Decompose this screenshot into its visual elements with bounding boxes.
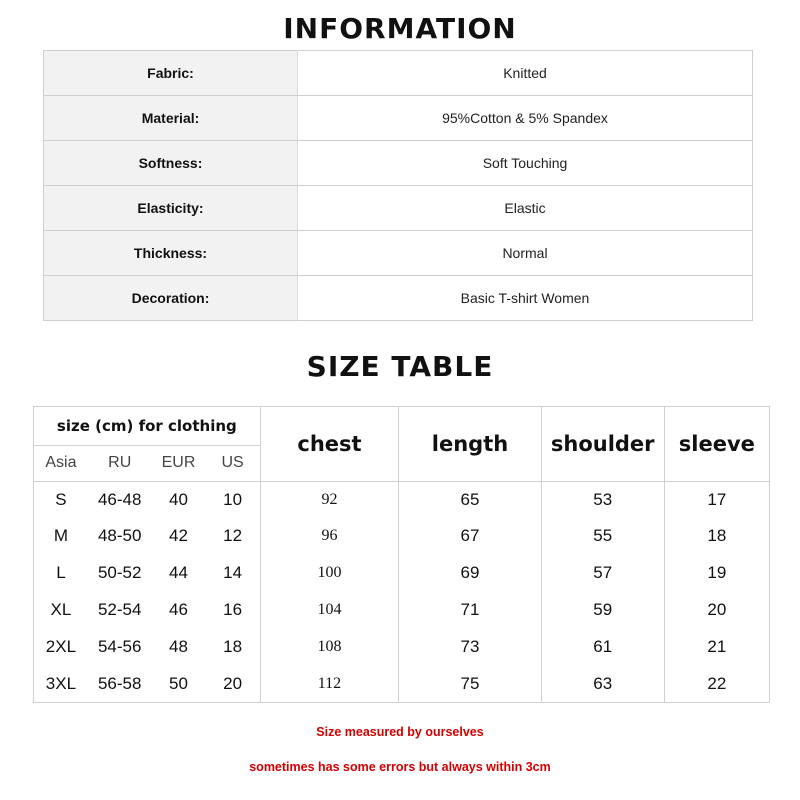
info-label: Thickness:	[44, 231, 298, 276]
header-us: US	[205, 445, 260, 481]
size-table	[33, 406, 770, 703]
size-us: 12	[223, 526, 243, 546]
size-sleeve: 17	[664, 481, 769, 518]
size-shoulder: 61	[541, 628, 664, 665]
information-table	[43, 50, 753, 321]
size-row	[34, 665, 769, 702]
size-shoulder: 63	[541, 665, 664, 702]
size-us: 18	[223, 636, 243, 656]
info-row	[44, 141, 753, 186]
size-eur: 46	[169, 599, 188, 619]
info-value: Soft Touching	[298, 141, 753, 186]
size-row	[34, 555, 769, 592]
size-shoulder: 53	[541, 481, 664, 518]
size-eur: 40	[169, 489, 188, 509]
header-eur: EUR	[152, 445, 206, 481]
info-label: Softness:	[44, 141, 298, 186]
info-row	[44, 51, 753, 96]
info-value: Elastic	[298, 186, 753, 231]
size-shoulder: 55	[541, 518, 664, 555]
size-sleeve: 21	[664, 628, 769, 665]
size-length: 73	[399, 628, 542, 665]
size-ru: 48-50	[97, 526, 142, 546]
size-sleeve: 22	[664, 665, 769, 702]
header-length: length	[399, 407, 542, 481]
size-chest: 104	[260, 591, 399, 628]
size-chest: 100	[260, 555, 399, 592]
header-asia: Asia	[34, 445, 88, 481]
size-asia: 3XL	[45, 673, 77, 693]
info-value: 95%Cotton & 5% Spandex	[298, 96, 753, 141]
information-title: INFORMATION	[283, 12, 517, 45]
size-asia: XL	[50, 599, 72, 619]
info-value: Normal	[298, 231, 753, 276]
size-eur: 48	[169, 636, 188, 656]
info-label: Material:	[44, 96, 298, 141]
size-chest: 96	[260, 518, 399, 555]
info-row	[44, 96, 753, 141]
size-chest: 108	[260, 628, 399, 665]
size-row	[34, 591, 769, 628]
size-us: 20	[223, 673, 243, 693]
size-ru: 46-48	[97, 489, 142, 509]
info-row	[44, 276, 753, 321]
error-note: sometimes has some errors but always within 3cm	[249, 760, 551, 774]
size-row	[34, 628, 769, 665]
size-shoulder: 59	[541, 591, 664, 628]
size-sleeve: 20	[664, 591, 769, 628]
size-length: 65	[399, 481, 542, 518]
size-us: 10	[223, 489, 243, 509]
size-note: Size measured by ourselves	[316, 725, 484, 739]
size-length: 69	[399, 555, 542, 592]
size-asia: S	[55, 489, 67, 509]
size-row	[34, 518, 769, 555]
size-eur: 50	[169, 673, 188, 693]
header-sleeve: sleeve	[664, 407, 769, 481]
info-value: Knitted	[298, 51, 753, 96]
info-row	[44, 231, 753, 276]
size-ru: 52-54	[97, 599, 142, 619]
info-row	[44, 186, 753, 231]
size-chest: 92	[260, 481, 399, 518]
info-value: Basic T-shirt Women	[298, 276, 753, 321]
size-ru: 54-56	[97, 636, 142, 656]
header-ru: RU	[88, 445, 152, 481]
size-us: 14	[223, 563, 243, 583]
size-shoulder: 57	[541, 555, 664, 592]
size-chest: 112	[260, 665, 399, 702]
size-asia: 2XL	[45, 636, 77, 656]
size-asia: M	[53, 526, 68, 546]
size-row	[34, 481, 769, 518]
info-label: Elasticity:	[44, 186, 298, 231]
size-eur: 44	[169, 563, 188, 583]
size-length: 67	[399, 518, 542, 555]
size-asia: L	[56, 563, 66, 583]
size-us: 16	[223, 599, 243, 619]
size-length: 71	[399, 591, 542, 628]
size-ru: 50-52	[97, 563, 142, 583]
info-label: Fabric:	[44, 51, 298, 96]
info-label: Decoration:	[44, 276, 298, 321]
size-sleeve: 19	[664, 555, 769, 592]
size-eur: 42	[169, 526, 188, 546]
header-chest: chest	[260, 407, 399, 481]
size-group-header: size (cm) for clothing	[34, 407, 260, 445]
header-shoulder: shoulder	[541, 407, 664, 481]
size-sleeve: 18	[664, 518, 769, 555]
size-length: 75	[399, 665, 542, 702]
size-table-title: SIZE TABLE	[306, 350, 494, 383]
size-ru: 56-58	[97, 673, 142, 693]
